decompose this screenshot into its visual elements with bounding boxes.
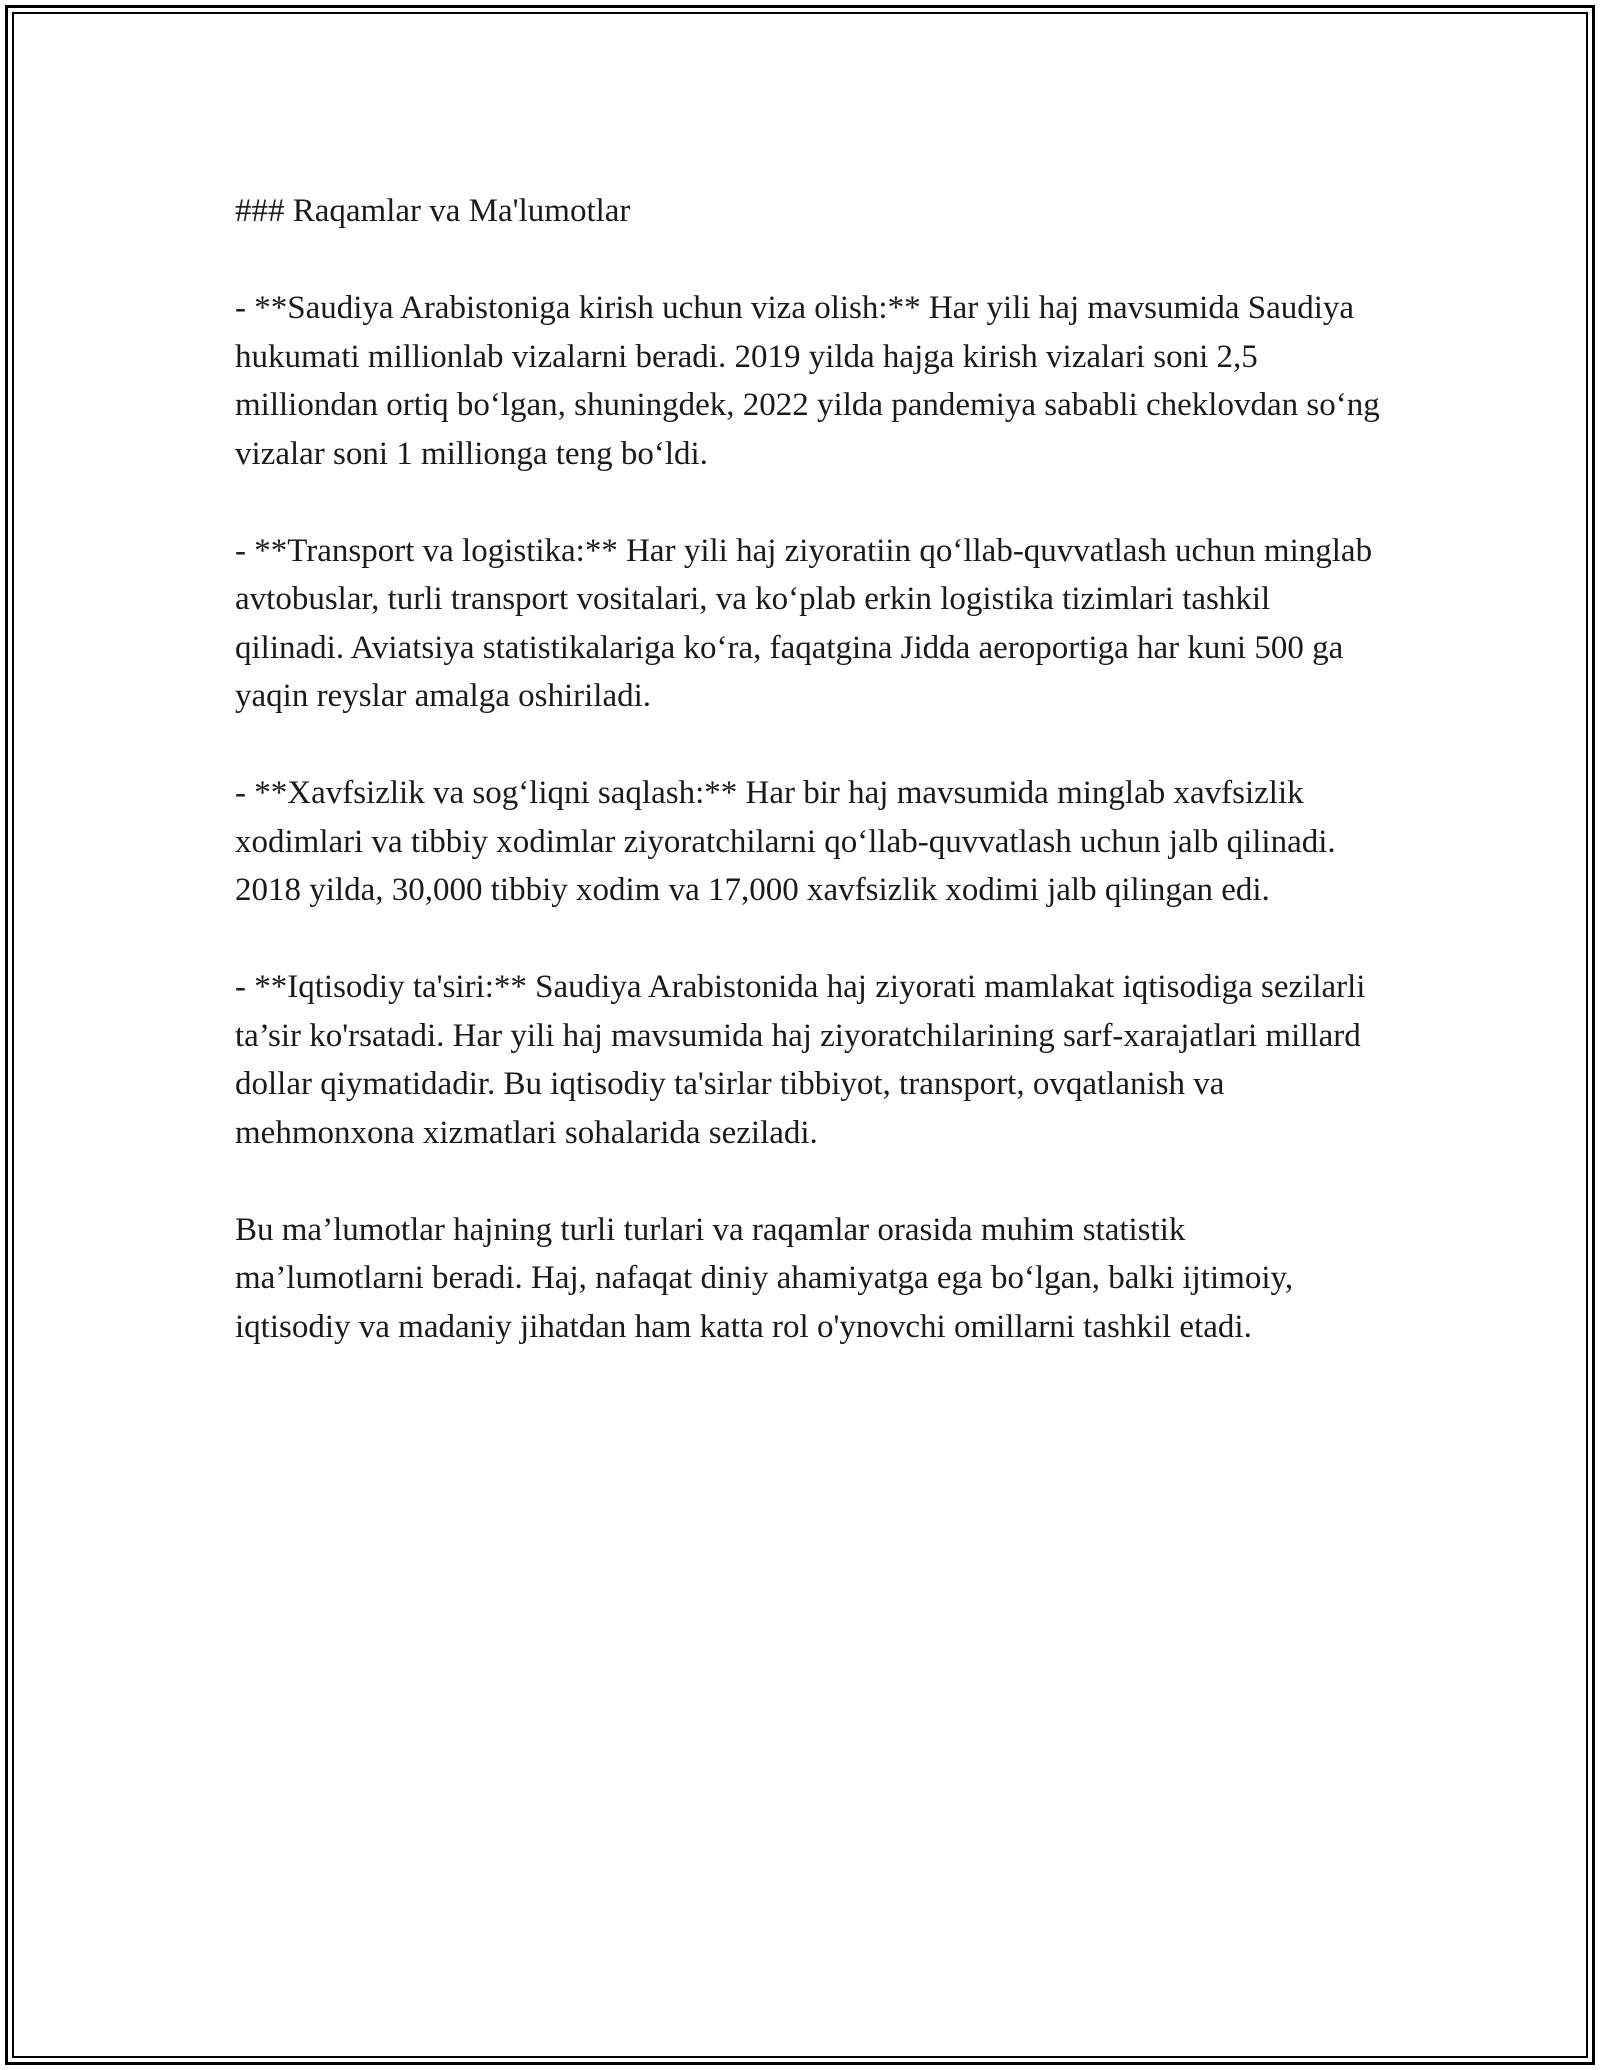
document-body — [235, 187, 1380, 1400]
paragraph-economy: - **Iqtisodiy ta'siri:** Saudiya Arabistonida haj ziyorati mamlakat iqtisodiga sezilarli ta’sir ko'rsatadi. Har yili haj mavsumida haj ziyoratchilarining sarf-xarajatlari millard dollar qiymatidadir. Bu iqtisodiy ta'sirlar tibbiyot, transport, ovqatlanish va mehmonxona xizmatlari sohalarida seziladi. — [235, 969, 1366, 1151]
section-heading: ### Raqamlar va Ma'lumotlar — [235, 193, 631, 229]
paragraph-conclusion: Bu ma’lumotlar hajning turli turlari va raqamlar orasida muhim statistik ma’lumotlarni beradi. Haj, nafaqat diniy ahamiyatga ega bo‘lgan, balki ijtimoiy, iqtisodiy va madaniy jihatdan ham katta rol o'ynovchi omillarni tashkil etadi. — [235, 1211, 1294, 1345]
paragraph-transport: - **Transport va logistika:** Har yili haj ziyoratiin qo‘llab-quvvatlash uchun minglab avtobuslar, turli transport vositalari, va ko‘plab erkin logistika tizimlari tashkil qilinadi. Aviatsiya statistikalariga ko‘ra, faqatgina Jidda aeroportiga har kuni 500 ga yaqin reyslar amalga oshiriladi. — [235, 532, 1373, 714]
paragraph-safety: - **Xavfsizlik va sog‘liqni saqlash:** Har bir haj mavsumida minglab xavfsizlik xodimlari va tibbiy xodimlar ziyoratchilarni qo‘llab-quvvatlash uchun jalb qilinadi. 2018 yilda, 30,000 tibbiy xodim va 17,000 xavfsizlik xodimi jalb qilingan edi. — [235, 775, 1336, 908]
paragraph-visa: - **Saudiya Arabistoniga kirish uchun viza olish:** Har yili haj mavsumida Saudiya hukumati millionlab vizalarni beradi. 2019 yilda hajga kirish vizalari soni 2,5 milliondan ortiq bo‘lgan, shuningdek, 2022 yilda pandemiya sababli cheklovdan so‘ng vizalar soni 1 millionga teng bo‘ldi. — [235, 290, 1380, 472]
